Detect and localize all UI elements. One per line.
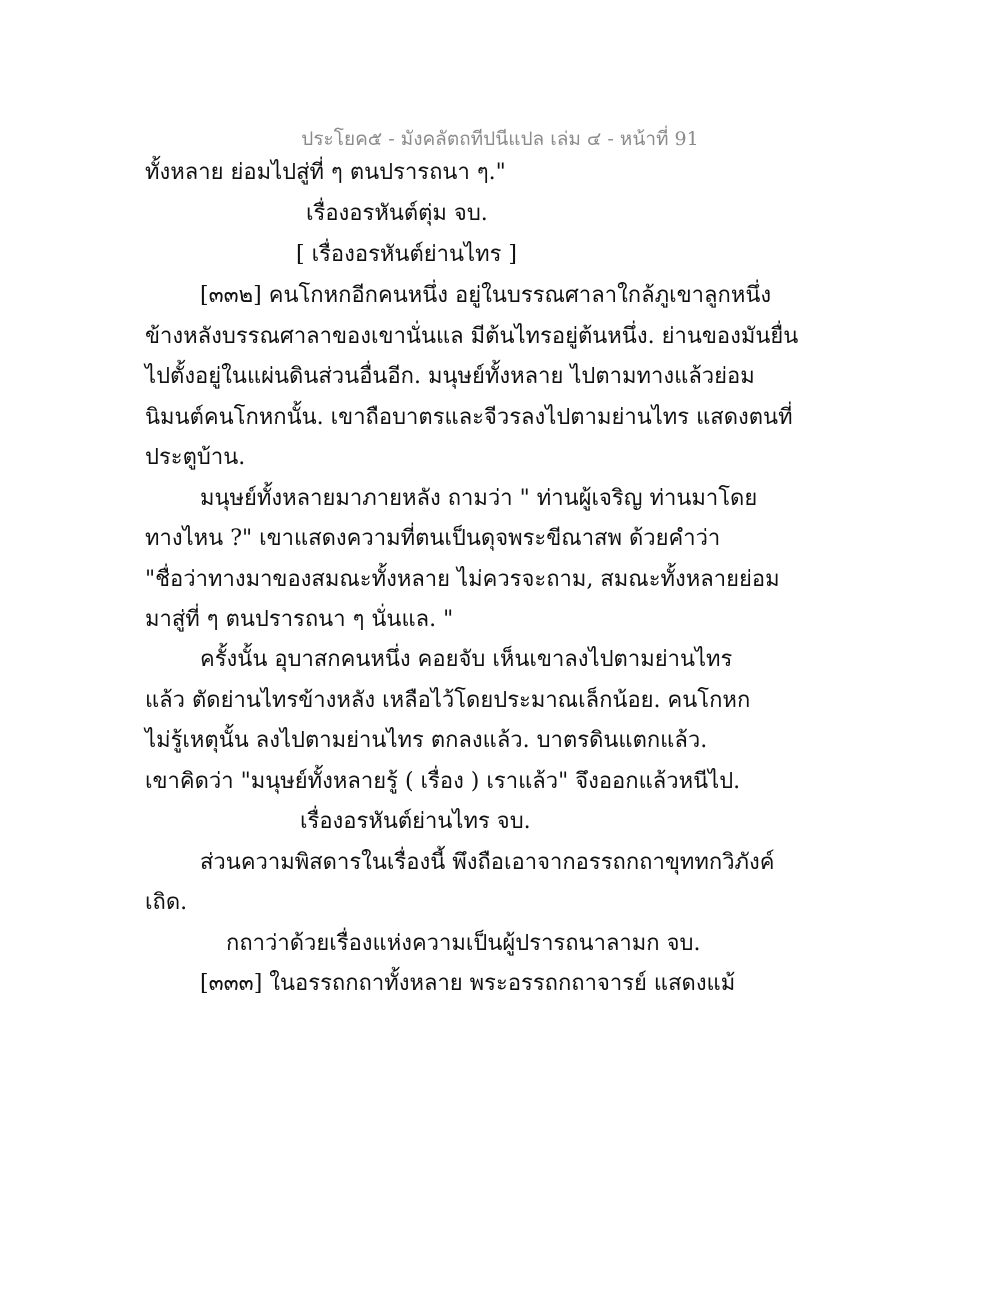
paragraph-2-line-2: ทางไหน ?" เขาแสดงความที่ตนเป็นดุจพระขีณาสพ ด้วยคำว่า	[145, 526, 721, 551]
paragraph-3-line-1: ครั้งนั้น อุบาสกคนหนึ่ง คอยจับ เห็นเขาลงไปตามย่านไทร	[200, 647, 733, 672]
paragraph-333-line-1: [๓๓๓] ในอรรถกถาทั้งหลาย พระอรรถกถาจารย์ แสดงแม้	[200, 971, 736, 996]
paragraph-2-line-3: "ชื่อว่าทางมาของสมณะทั้งหลาย ไม่ควรจะถาม, สมณะทั้งหลายย่อม	[145, 567, 780, 592]
story-end-line-2: เรื่องอรหันต์ย่านไทร จบ.	[300, 809, 531, 834]
paragraph-2-line-4: มาสู่ที่ ๆ ตนปรารถนา ๆ นั่นแล. "	[145, 607, 454, 632]
paragraph-4-line-2: เถิด.	[145, 890, 188, 915]
paragraph-4-line-1: ส่วนความพิสดารในเรื่องนี้ พึงถือเอาจากอรรถกถาขุททกวิภังค์	[200, 850, 775, 875]
story-end-line-1: เรื่องอรหันต์ตุ่ม จบ.	[306, 201, 488, 226]
text-line-1: ทั้งหลาย ย่อมไปสู่ที่ ๆ ตนปรารถนา ๆ."	[145, 160, 506, 185]
paragraph-3-line-3: ไม่รู้เหตุนั้น ลงไปตามย่านไทร ตกลงแล้ว. บาตรดินแตกแล้ว.	[145, 728, 708, 753]
paragraph-3-line-4: เขาคิดว่า "มนุษย์ทั้งหลายรู้ ( เรื่อง ) เราแล้ว" จึงออกแล้วหนีไป.	[145, 769, 741, 794]
paragraph-3-line-2: แล้ว ตัดย่านไทรข้างหลัง เหลือไว้โดยประมาณเล็กน้อย. คนโกหก	[145, 688, 751, 713]
paragraph-332-line-1: [๓๓๒] คนโกหกอีกคนหนึ่ง อยู่ในบรรณศาลาใกล้ภูเขาลูกหนึ่ง	[200, 283, 772, 308]
paragraph-332-line-4: นิมนต์คนโกหกนั้น. เขาถือบาตรและจีวรลงไปตามย่านไทร แสดงตนที่	[145, 405, 793, 430]
section-end-line: กถาว่าด้วยเรื่องแห่งความเป็นผู้ปรารถนาลามก จบ.	[226, 931, 701, 956]
paragraph-332-line-3: ไปตั้งอยู่ในแผ่นดินส่วนอื่นอีก. มนุษย์ทั้งหลาย ไปตามทางแล้วย่อม	[145, 364, 755, 389]
running-header: ประโยค๕ - มังคลัตถทีปนีแปล เล่ม ๔ - หน้าที่ 91	[301, 128, 699, 150]
paragraph-2-line-1: มนุษย์ทั้งหลายมาภายหลัง ถามว่า " ท่านผู้เจริญ ท่านมาโดย	[200, 486, 758, 511]
paragraph-332-line-5: ประตูบ้าน.	[145, 445, 246, 470]
section-title: [ เรื่องอรหันต์ย่านไทร ]	[296, 242, 517, 267]
paragraph-332-line-2: ข้างหลังบรรณศาลาของเขานั่นแล มีต้นไทรอยู่ต้นหนึ่ง. ย่านของมันยื่น	[145, 324, 799, 349]
